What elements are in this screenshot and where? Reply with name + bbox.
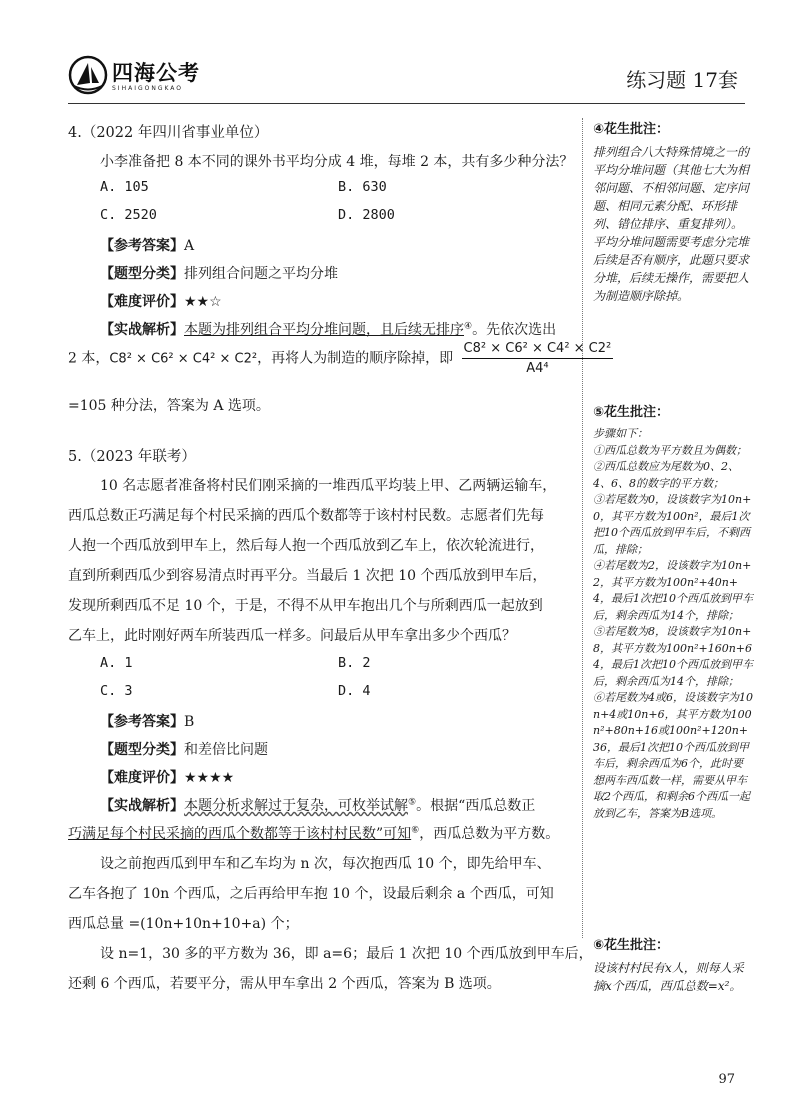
answer-label: 【参考答案】 bbox=[100, 238, 184, 254]
q5-difficulty bbox=[100, 767, 234, 787]
fraction-numerator: C8² × C6² × C4² × C2² bbox=[462, 341, 614, 359]
q5-option-a: A. 1 bbox=[100, 655, 133, 671]
note-5 bbox=[593, 404, 753, 822]
note-5-title: ⑤花生批注： bbox=[593, 405, 670, 420]
q5-option-c: C. 3 bbox=[100, 683, 133, 699]
question-4-stem: 小李准备把 8 本不同的课外书平均分成 4 堆，每堆 2 本，共有多少种分法？ bbox=[100, 154, 574, 170]
difficulty-label: 【难度评价】 bbox=[100, 770, 184, 786]
q5-analysis-line-3: 设之前抱西瓜到甲车和乙车均为 n 次，每次抱西瓜 10 个，即先给甲车、 bbox=[100, 856, 551, 872]
note-ref-5: ⑤ bbox=[408, 797, 417, 808]
type-label: 【题型分类】 bbox=[100, 266, 184, 282]
difficulty-stars: ★★☆ bbox=[184, 294, 222, 310]
note-4 bbox=[593, 121, 753, 305]
q5-analysis-line-4: 乙车各抱了 10n 个西瓜，之后再给甲车抱 10 个，设最后剩余 a 个西瓜，可知 bbox=[68, 886, 554, 902]
question-5-heading: 5.（2023 年联考） bbox=[68, 449, 196, 465]
q4-option-c: C. 2520 bbox=[100, 207, 157, 223]
q4-option-d: D. 2800 bbox=[338, 207, 395, 223]
q5-analysis-line-1 bbox=[100, 795, 535, 815]
question-4-heading: 4.（2022 年四川省事业单位） bbox=[68, 125, 269, 141]
q5-analysis-line-5: 西瓜总量 =(10n+10n+10+a) 个； bbox=[68, 916, 299, 932]
answer-label: 【参考答案】 bbox=[100, 714, 184, 730]
note-6-title: ⑥花生批注： bbox=[593, 938, 670, 953]
note-ref-4: ④ bbox=[464, 321, 473, 332]
difficulty-stars: ★★★★ bbox=[184, 770, 235, 786]
q5-analysis-line-7: 还剩 6 个西瓜，若要平分，需从甲车拿出 2 个西瓜，答案为 B 选项。 bbox=[68, 976, 501, 992]
page-header bbox=[0, 0, 800, 110]
analysis-tail: 。先依次选出 bbox=[472, 322, 557, 338]
q5-stem-line-2: 西瓜总数正巧满足每个村民采摘的西瓜个数都等于该村村民数。志愿者们先每 bbox=[68, 508, 544, 524]
q4-analysis-line-1 bbox=[100, 319, 556, 339]
analysis-underlined: 本题分析求解过于复杂，可枚举试解 bbox=[184, 798, 408, 814]
q4-option-a: A. 105 bbox=[100, 179, 149, 195]
note-6 bbox=[593, 937, 753, 995]
note-ref-6: ⑥ bbox=[411, 825, 420, 836]
set-title: 练习题 17套 bbox=[626, 68, 738, 92]
sail-logo-icon bbox=[68, 55, 108, 95]
analysis-label: 【实战解析】 bbox=[100, 322, 184, 338]
q5-stem-line-1: 10 名志愿者准备将村民们刚采摘的一堆西瓜平均装上甲、乙两辆运输车， bbox=[100, 478, 557, 494]
q5-answer bbox=[100, 711, 194, 731]
q4-type bbox=[100, 263, 338, 283]
answer-value: A bbox=[184, 238, 195, 254]
q5-stem-line-4: 直到所剩西瓜少到容易清点时再平分。当最后 1 次把 10 个西瓜放到甲车后， bbox=[68, 568, 547, 584]
q5-option-b: B. 2 bbox=[338, 655, 371, 671]
analysis-prefix: 2 本， bbox=[68, 350, 110, 367]
fraction-denominator: A4⁴ bbox=[526, 361, 549, 376]
q4-option-b: B. 630 bbox=[338, 179, 387, 195]
q5-stem-line-5: 发现所剩西瓜不足 10 个，于是，不得不从甲车抱出几个与所剩西瓜一起放到 bbox=[68, 598, 543, 614]
q4-analysis-line-2 bbox=[68, 341, 617, 376]
analysis-label: 【实战解析】 bbox=[100, 798, 184, 814]
q4-analysis-line-3: =105 种分法，答案为 A 选项。 bbox=[68, 398, 270, 414]
logo-name: 四海公考 bbox=[112, 61, 200, 85]
brand-logo bbox=[68, 55, 228, 103]
note-4-title: ④花生批注： bbox=[593, 122, 670, 137]
q4-answer bbox=[100, 235, 194, 255]
header-divider bbox=[68, 103, 745, 104]
analysis-mid: ，再将人为制造的顺序除掉，即 bbox=[257, 350, 454, 367]
type-value: 和差倍比问题 bbox=[184, 742, 268, 758]
q4-difficulty bbox=[100, 291, 222, 311]
fraction bbox=[462, 341, 614, 376]
page-number: 97 bbox=[718, 1072, 735, 1087]
q5-stem-line-3: 人抱一个西瓜放到甲车上，然后每人抱一个西瓜放到乙车上，依次轮流进行， bbox=[68, 538, 544, 554]
difficulty-label: 【难度评价】 bbox=[100, 294, 184, 310]
note-6-text: 设该村村民有x人，则每人采摘x个西瓜，西瓜总数=x²。 bbox=[593, 961, 744, 993]
analysis-underlined: 巧满足每个村民采摘的西瓜个数都等于该村村民数”可知 bbox=[68, 826, 412, 842]
q5-stem-line-6: 乙车上，此时刚好两车所装西瓜一样多。问最后从甲车拿出多少个西瓜？ bbox=[68, 628, 516, 644]
note-4-text: 排列组合八大特殊情境之一的平均分堆问题（其他七大为相邻问题、不相邻问题、定序问题、相同元素分配、环形排列、错位排序、重复排列）。 平均分堆问题需要考虑分完堆后续是否有顺序，此题只要求分堆，后续无操作，需要把人为制造顺序除掉。 bbox=[593, 145, 750, 303]
analysis-underlined: 本题为排列组合平均分堆问题，且后续无排序 bbox=[184, 322, 464, 338]
analysis-tail: 。根据“西瓜总数正 bbox=[416, 798, 536, 814]
q5-analysis-line-6: 设 n=1，30 多的平方数为 36，即 a=6；最后 1 次把 10 个西瓜放到甲车后， bbox=[100, 946, 593, 962]
answer-value: B bbox=[184, 714, 195, 730]
note-5-text: 步骤如下： ①西瓜总数为平方数且为偶数； ②西瓜总数应为尾数为0、2、4、6、8的数字的平方数； ③若尾数为0，设该数字为10n+0，其平方数为100n²，最后1次把10个西瓜放到甲车后，不剩西瓜，排除； ④若尾数为2，设该数字为10n+2，其平方数为100n²+40n+4，最后1次把10个西瓜放到甲车后，剩余西瓜为14个，排除； ⑤若尾数为8，设该数字为10n+8，其平方数为100n²+160n+64，最后1次把10个西瓜放到甲车后，剩余西瓜为14个，排除； ⑥若尾数为4或6，设该数字为10n+4或10n+6，其平方数为100n²+80n+16或100n²+120n+36，最后1次把10个西瓜放到甲车后，剩余西瓜为6个，此时要想两车西瓜数一样，需要从甲车取2个西瓜，和剩余6个西瓜一起放到乙车，答案为B选项。 bbox=[593, 427, 753, 820]
type-label: 【题型分类】 bbox=[100, 742, 184, 758]
logo-subtitle: SIHAIGONGKAO bbox=[112, 85, 184, 92]
sidebar-divider bbox=[582, 118, 583, 938]
q5-type bbox=[100, 739, 268, 759]
combination-expression: C8² × C6² × C4² × C2² bbox=[109, 351, 258, 367]
analysis-tail: ，西瓜总数为平方数。 bbox=[419, 826, 560, 842]
q5-option-d: D. 4 bbox=[338, 683, 371, 699]
type-value: 排列组合问题之平均分堆 bbox=[184, 266, 338, 282]
q5-analysis-line-2 bbox=[68, 823, 559, 843]
